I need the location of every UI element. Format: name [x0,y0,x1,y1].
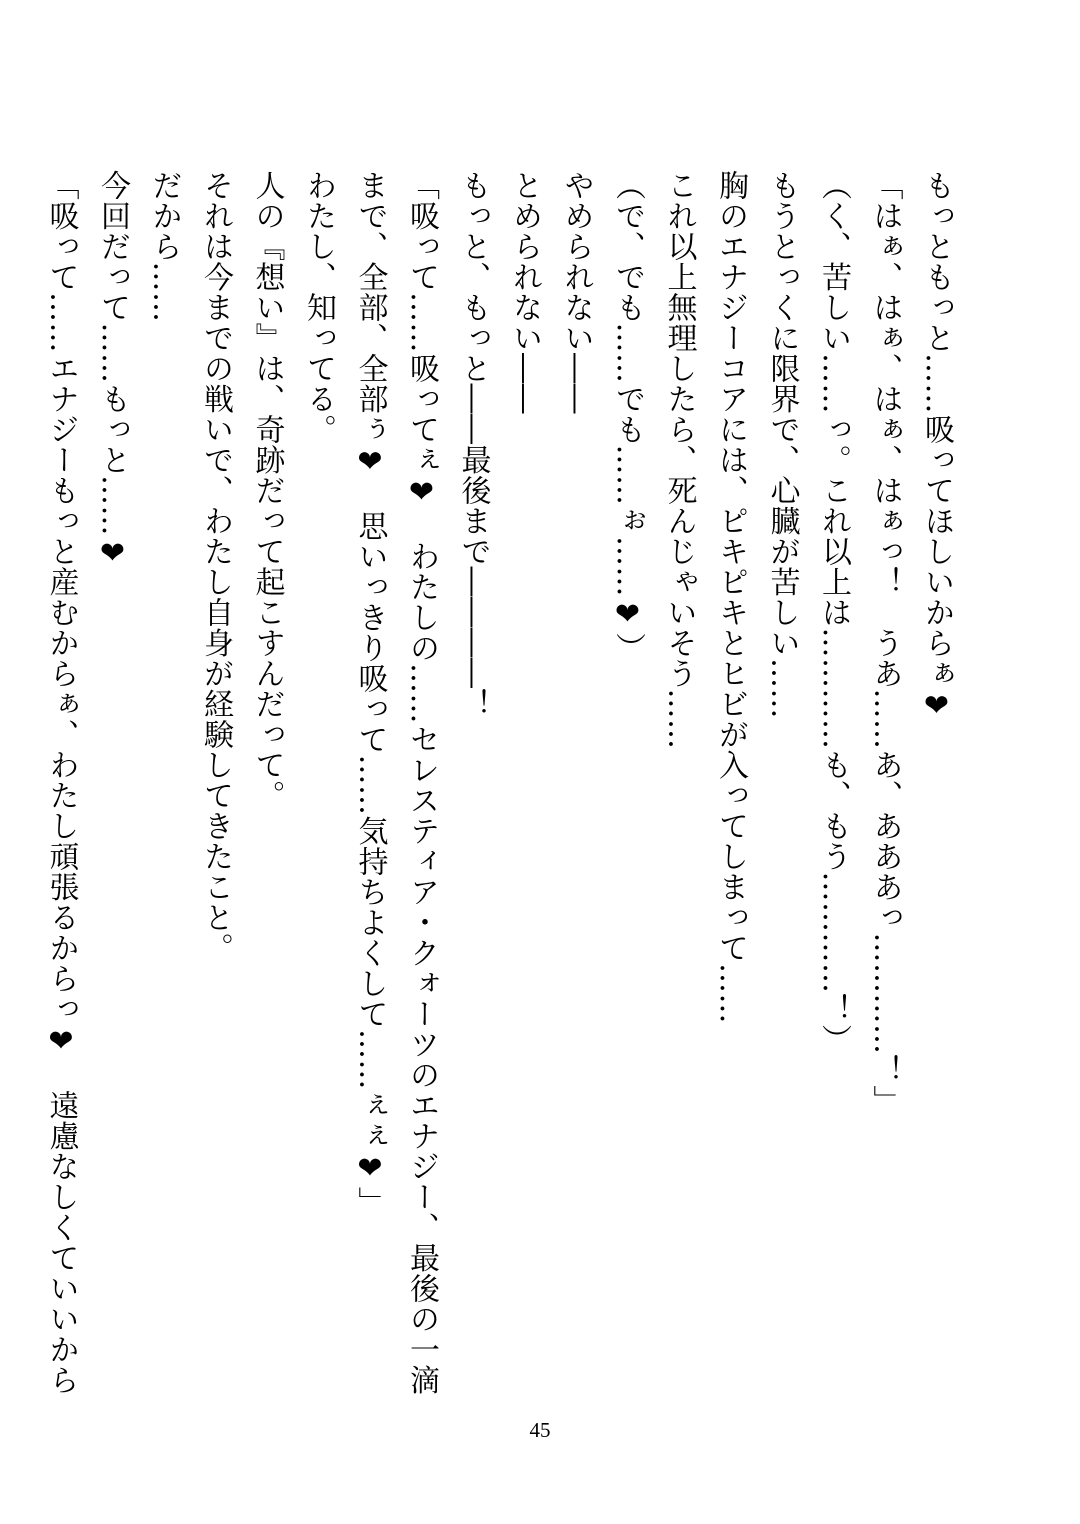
text-line-2: 「はぁ、はぁ、はぁ、はぁっ！ うあ……あ、あああっ…………！」 [867,170,903,1116]
text-line-8: やめられない―― [558,170,594,414]
text-line-18: 「吸って……エナジーもっと産むからぁ、わたし頑張るからっ❤ 遠慮なしくていいから [43,170,79,1395]
text-line-3: （く、苦しい……っ。これ以上は…………も、もう…………！） [816,170,851,1055]
text-line-1: もっともっと……吸ってほしいからぁ❤ [919,170,954,724]
text-line-16: だから…… [146,170,182,323]
text-line-13: わたし、知ってる。 [301,170,336,445]
text-line-14: 人の『想い』は、奇跡だって起こすんだって。 [249,170,285,811]
text-line-17: 今回だって……もっと……❤ [95,170,130,572]
vertical-text-body [35,170,962,1395]
text-line-12: まで、全部、全部ぅ❤ 思いっきり吸って……気持ちよくして……ぇぇ❤」 [352,170,388,1217]
text-line-9: とめられない―― [507,170,542,414]
text-line-10: もっと、もっと――最後まで――――！ [455,170,491,719]
text-line-11: 「吸って……吸ってぇ❤ わたしの……セレスティア・クォーツのエナジー、最後の一滴 [404,170,439,1395]
text-line-15: それは今までの戦いで、わたし自身が経験してきたこと。 [198,170,233,963]
text-line-7: （で、でも……でも……ぉ……❤） [610,170,645,663]
text-line-5: 胸のエナジーコアには、ピキピキとヒビが入ってしまって…… [713,170,748,1024]
page-number: 45 [529,1418,551,1442]
text-line-6: これ以上無理したら、死んじゃいそう…… [661,170,697,750]
text-line-4: もうとっくに限界で、心臓が苦しい…… [764,170,800,719]
